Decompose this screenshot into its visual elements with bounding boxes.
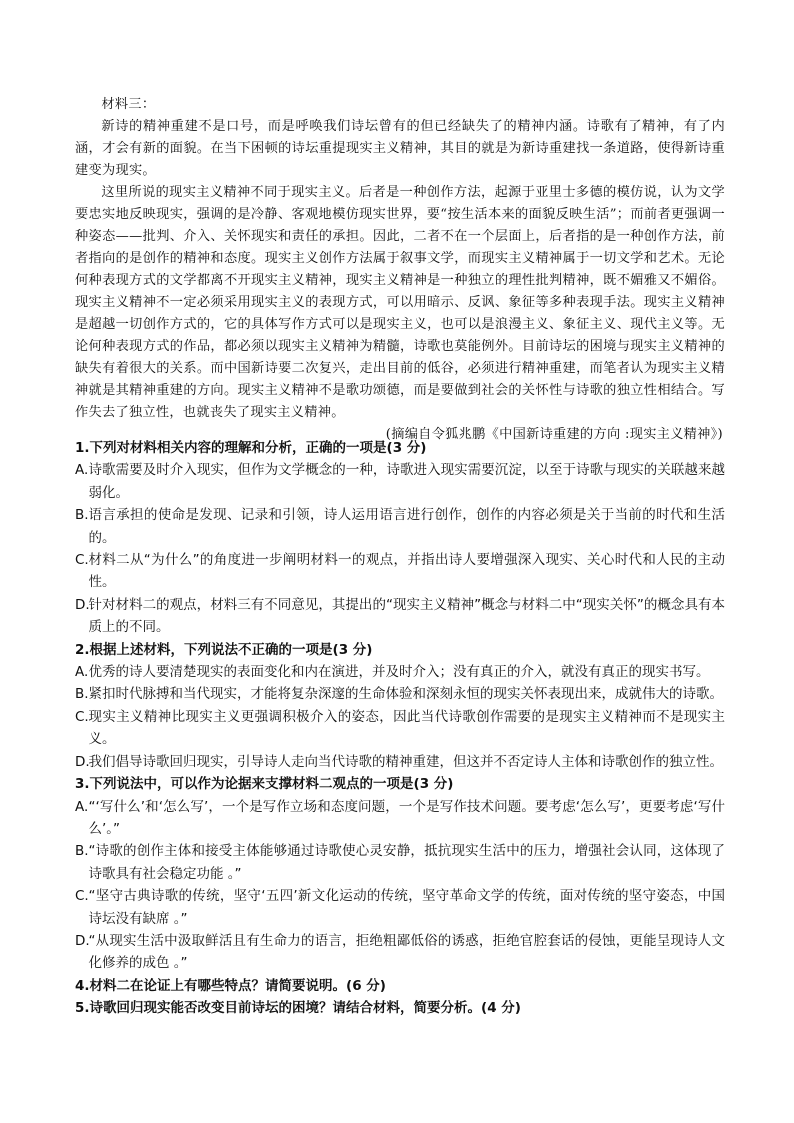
option-b — [75, 504, 725, 549]
question-2 — [75, 639, 725, 773]
option-label: B. — [75, 507, 89, 524]
material-heading: 材料三： — [101, 97, 156, 112]
option-text: 针对材料二的观点，材料三有不同意见，其提出的“现实主义精神”概念与材料二中“现实关怀”的概念具有本质上的不同。 — [88, 596, 725, 636]
material-paragraph: 这里所说的现实主义精神不同于现实主义。后者是一种创作方法，起源于亚里士多德的模仿说，认为文学要忠实地反映现实，强调的是冷静、客观地模仿现实世界，要“按生活本来的面貌反映生活”；而前者更强调一种姿态——批判、介入、关怀现实和责任的承担。因此，二者不在一个层面上，后者指的是一种创作方法，前者指向的是创作的精神和态度。现实主义创作方法属于叙事文学，而现实主义精神属于一切文学和艺术。无论何种表现方式的文学都离不开现实主义精神，现实主义精神是一种独立的理性批判精神，既不媚雅又不媚俗。现实主义精神不一定必须采用现实主义的表现方式，可以用暗示、反讽、象征等多种表现手法。现实主义精神是超越一切创作方式的，它的具体写作方式可以是现实主义，也可以是浪漫主义、象征主义、现代主义等。无论何种表现方式的作品，都必须以现实主义精神为精髓，诗歌也莫能例外。目前诗坛的困境与现实主义精神的缺失有着很大的关系。而中国新诗要二次复兴，走出目前的低谷，必须进行精神重建，而笔者认为现实主义精神就是其精神重建的方向。现实主义精神不是歌功颂德，而是要做到社会的关怀性与诗歌的独立性相结合。写作失去了独立性，也就丧失了现实主义精神。 — [75, 185, 725, 420]
question-stem: 2.根据上述材料，下列说法不正确的一项是(3 分) — [75, 641, 373, 658]
option-label: D. — [75, 932, 90, 949]
option-d — [75, 751, 725, 773]
option-text: 语言承担的使命是发现、记录和引领，诗人运用语言进行创作，创作的内容必须是关于当前的时代和生活的。 — [88, 507, 725, 546]
option-d — [75, 930, 725, 975]
question-stem: 5.诗歌回归现实能否改变目前诗坛的困境？请结合材料，简要分析。(4 分) — [75, 1000, 521, 1017]
option-text: “从现实生活中汲取鲜活且有生命力的语言，拒绝粗鄙低俗的诱惑，拒绝官腔套话的侵蚀，更能呈现诗人文化修养的成色 。” — [88, 932, 725, 972]
option-label: D. — [75, 753, 90, 770]
option-label: B. — [75, 843, 89, 860]
question-3 — [75, 773, 725, 975]
questions-section — [75, 437, 725, 1020]
question-stem: 4.材料二在论证上有哪些特点？请简要说明。(6 分) — [75, 977, 386, 994]
option-label: C. — [75, 888, 89, 905]
option-text: 诗歌需要及时介入现实，但作为文学概念的一种，诗歌进入现实需要沉淀，以至于诗歌与现实的关联越来越弱化。 — [88, 462, 725, 501]
option-b — [75, 683, 725, 705]
option-a — [75, 661, 725, 683]
option-label: C. — [75, 552, 89, 569]
question-stem: 1.下列对材料相关内容的理解和分析，正确的一项是(3 分) — [75, 440, 427, 456]
option-b — [75, 840, 725, 885]
option-label: A. — [75, 798, 89, 815]
option-label: D. — [75, 596, 90, 613]
question-stem: 3.下列说法中，可以作为论据来支撑材料二观点的一项是(3 分) — [75, 776, 454, 793]
option-text: “‘写什么’和‘怎么写’，一个是写作立场和态度问题，一个是写作技术问题。要考虑‘怎么写’，更要考虑‘写什么’。” — [88, 798, 725, 837]
material-source: (摘编自令狐兆鹏《中国新诗重建的方向 :现实主义精神》) — [385, 427, 723, 442]
option-d — [75, 594, 725, 639]
option-text: 优秀的诗人要清楚现实的表面变化和内在演进，并及时介入；没有真正的介入，就没有真正的现实书写。 — [88, 664, 710, 681]
question-1 — [75, 437, 725, 639]
question-4 — [75, 975, 725, 997]
option-text: “坚守古典诗歌的传统，坚守‘五四’新文化运动的传统，坚守革命文学的传统，面对传统的坚守姿态，中国诗坛没有缺席 。” — [88, 888, 725, 927]
option-text: 我们倡导诗歌回归现实，引导诗人走向当代诗歌的精神重建，但这并不否定诗人主体和诗歌创作的独立性。 — [88, 753, 723, 770]
option-c — [75, 885, 725, 930]
option-text: 材料二从“为什么”的角度进一步阐明材料一的观点，并指出诗人要增强深入现实、关心时代和人民的主动性。 — [88, 552, 725, 591]
option-c — [75, 706, 725, 751]
option-c — [75, 549, 725, 594]
option-text: 现实主义精神比现实主义更强调积极介入的姿态，因此当代诗歌创作需要的是现实主义精神而不是现实主义。 — [88, 708, 725, 748]
material-paragraph: 新诗的精神重建不是口号，而是呼唤我们诗坛曾有的但已经缺失了的精神内涵。诗歌有了精神，有了内涵，才会有新的面貌。在当下困顿的诗坛重提现实主义精神，其目的就是为新诗重建找一条道路，使得新诗重建变为现实。 — [75, 119, 725, 178]
option-label: A. — [75, 664, 89, 681]
option-label: B. — [75, 686, 89, 703]
option-label: C. — [75, 708, 89, 725]
option-label: A. — [75, 462, 89, 479]
option-a — [75, 459, 725, 504]
question-5 — [75, 997, 725, 1019]
material-three — [75, 94, 725, 446]
option-text: 紧扣时代脉搏和当代现实，才能将复杂深邃的生命体验和深刻永恒的现实关怀表现出来，成就伟大的诗歌。 — [88, 686, 723, 703]
option-a — [75, 796, 725, 841]
option-text: “诗歌的创作主体和接受主体能够通过诗歌使心灵安静，抵抗现实生活中的压力，增强社会认同，这体现了诗歌具有社会稳定功能 。” — [88, 843, 725, 882]
